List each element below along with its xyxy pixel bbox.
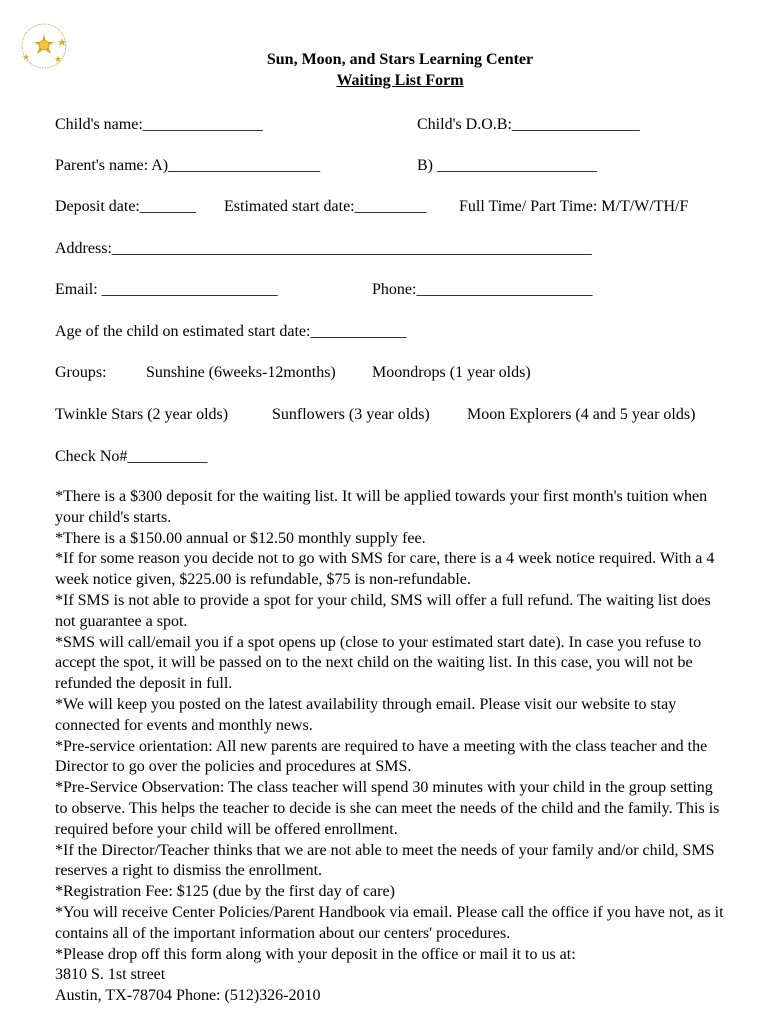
child-dob-field[interactable]: Child's D.O.B:________________ — [417, 116, 640, 133]
groups-label: Groups: — [55, 364, 107, 381]
parent-a-field[interactable]: Parent's name: A)___________________ — [55, 157, 321, 174]
group-sunflowers: Sunflowers (3 year olds) — [272, 406, 430, 423]
note-item: *Pre-service orientation: All new parents are required to have a meeting with the class teacher and the Director to go over the policies and procedures at SMS. — [55, 737, 708, 776]
note-item: *If the Director/Teacher thinks that we are not able to meet the needs of your family and/or child, SMS reserves a right to dismiss the enrollment. — [55, 841, 715, 880]
group-twinkle-stars: Twinkle Stars (2 year olds) — [55, 406, 229, 423]
note-item: *Registration Fee: $125 (due by the first day of care) — [55, 883, 395, 901]
note-item: *Please drop off this form along with your deposit in the office or mail it to us at: — [55, 945, 576, 963]
child-name-field[interactable]: Child's name:_______________ — [55, 116, 263, 133]
deposit-date-field[interactable]: Deposit date:_______ — [55, 198, 196, 215]
note-item: *There is a $300 deposit for the waiting list. It will be applied towards your first month's tuition when your child's starts. — [55, 488, 708, 526]
email-field[interactable]: Email: ______________________ — [55, 281, 278, 298]
estimated-start-field[interactable]: Estimated start date:_________ — [224, 198, 427, 215]
age-field[interactable]: Age of the child on estimated start date:____________ — [55, 323, 407, 340]
city-phone-line: Austin, TX-78704 Phone: (512)326-2010 — [55, 987, 321, 1005]
address-field[interactable]: Address:____________________________________________________________ — [55, 240, 592, 257]
parent-b-field[interactable]: B) ____________________ — [417, 157, 597, 174]
check-number-field[interactable]: Check No#__________ — [55, 448, 208, 465]
group-moondrops: Moondrops (1 year olds) — [372, 364, 531, 381]
note-item: *You will receive Center Policies/Parent Handbook via email. Please call the office if you have not, as it contains all of the important information about our centers' procedures. — [55, 903, 724, 942]
policy-notes — [55, 487, 725, 1007]
phone-field[interactable]: Phone:______________________ — [372, 281, 593, 298]
note-item: *Pre-Service Observation: The class teacher will spend 30 minutes with your child in the group setting to observe. This helps the teacher to decide is she can meet the needs of the child and the family. This is required before your child will be offered enrollment. — [55, 779, 720, 838]
schedule-field[interactable]: Full Time/ Part Time: M/T/W/TH/F — [459, 198, 689, 215]
form-subtitle: Waiting List Form — [336, 72, 464, 89]
note-item: *There is a $150.00 annual or $12.50 monthly supply fee. — [55, 529, 426, 547]
group-sunshine: Sunshine (6weeks-12months) — [146, 364, 336, 381]
address-line: 3810 S. 1st street — [55, 966, 166, 984]
page-title: Sun, Moon, and Stars Learning Center — [266, 51, 534, 68]
note-item: *SMS will call/email you if a spot opens up (close to your estimated start date). In case you refuse to accept the spot, it will be passed on to the next child on the waiting list. In this case, you will not be refunded the deposit in full. — [55, 633, 702, 693]
group-moon-explorers: Moon Explorers (4 and 5 year olds) — [467, 406, 696, 423]
note-item: *If SMS is not able to provide a spot for your child, SMS will offer a full refund. The waiting list does not guarantee a spot. — [55, 591, 711, 630]
note-item: *If for some reason you decide not to go with SMS for care, there is a 4 week notice required. With a 4 week notice given, $225.00 is refundable, $75 is non-refundable. — [55, 550, 715, 589]
note-item: *We will keep you posted on the latest availability through email. Please visit our website to stay connected for events and monthly news. — [55, 695, 677, 734]
